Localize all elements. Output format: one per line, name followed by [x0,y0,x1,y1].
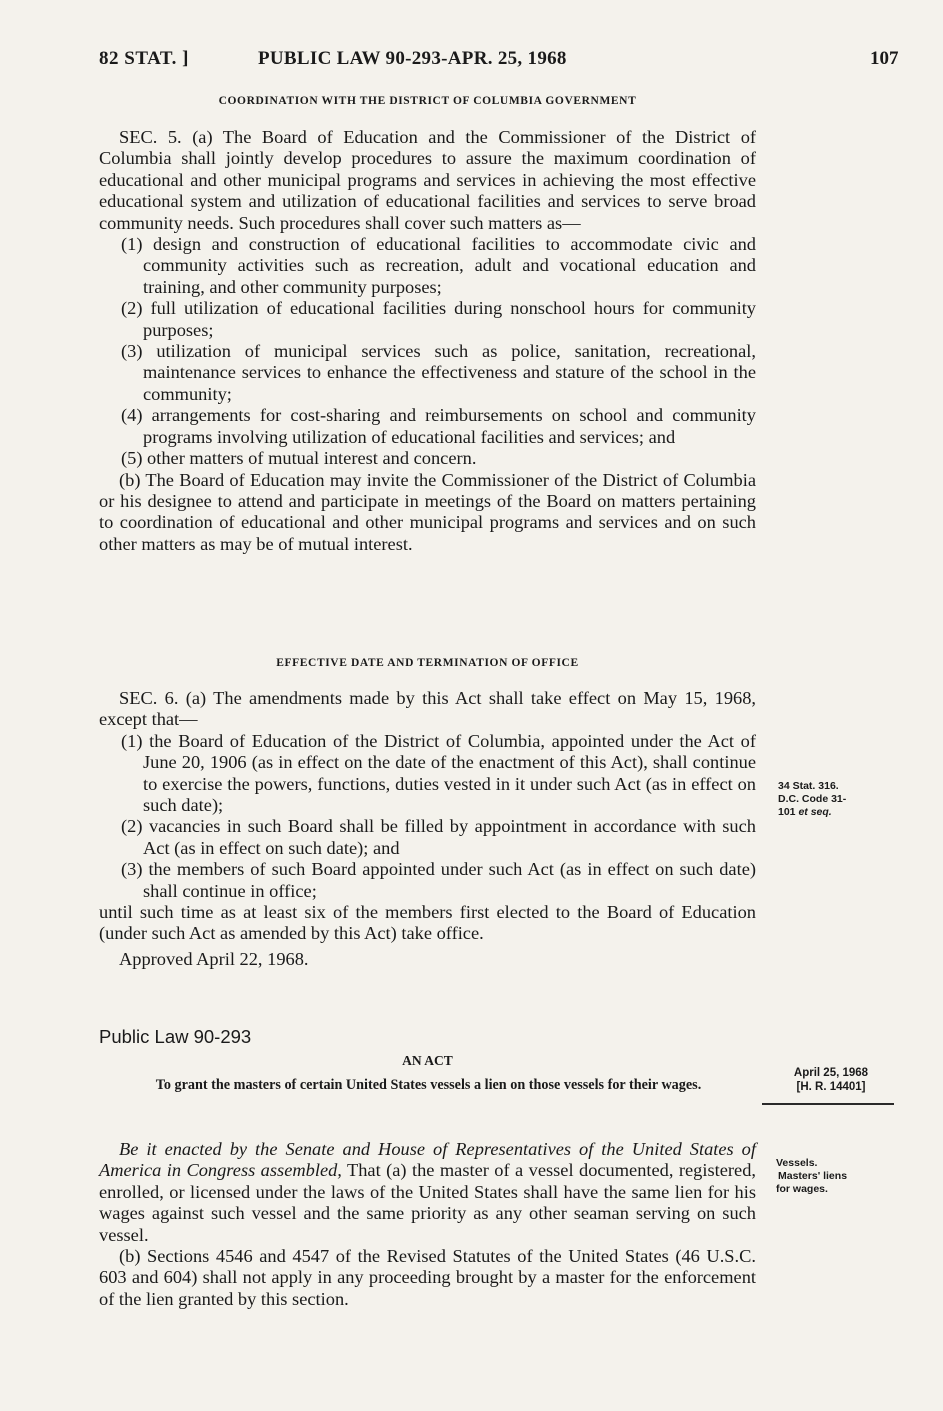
act-para-a [99,1139,756,1246]
act-subtitle: To grant the masters of certain United States vessels a lien on those vessels for their wages. [155,1077,702,1093]
margin-act-date [772,1066,890,1094]
section5-heading: COORDINATION WITH THE DISTRICT OF COLUMBIA GOVERNMENT [218,95,637,107]
margin-bill-number: [H. R. 14401] [796,1081,866,1093]
margin-citation-line1: 34 Stat. 316. [778,780,839,792]
margin-vessels [776,1157,896,1196]
margin-citation-et-seq: et seq. [798,806,832,818]
section5-para-b: (b) The Board of Education may invite the Commissioner of the District of Columbia or his designee to attend and participate in meetings of the Board on matters pertaining to coordination of educational and other municipal programs and services and on such other matters as may be of mutual interest. [99,469,756,554]
section6-item-1: (1) the Board of Education of the District of Columbia, appointed under the Act of June 20, 1906 (as in effect on the date of the enactment of this Act), shall continue to exercise the powers, functions, duties vested in it under such Act (as in effect on such date); [121,730,756,816]
section6-item-3: (3) the members of such Board appointed under such Act (as in effect on such date) shall continue in office; [121,859,756,901]
approval-line: Approved April 22, 1968. [119,948,309,969]
margin-divider [762,1103,894,1105]
margin-vessels-line1: Vessels. [776,1157,818,1169]
act-para-b: (b) Sections 4546 and 4547 of the Revised Statutes of the United States (46 U.S.C. 603 and 604) shall not apply in any proceeding brought by a master for the enforcement of the lien granted by this section. [99,1246,756,1309]
act-body [99,1139,756,1310]
section5-body [99,127,756,555]
section6-intro-text: (a) The amendments made by this Act shall take effect on May 15, 1968, except that— [99,688,757,730]
section5-label: SEC. 5. [119,127,182,147]
act-title: AN ACT [402,1053,453,1068]
section6-closing: until such time as at least six of the members first elected to the Board of Education (under such Act as amended by this Act) take office. [99,902,756,944]
header-title: PUBLIC LAW 90-293-APR. 25, 1968 [258,48,567,69]
public-law-label: Public Law 90-293 [99,1026,252,1047]
section6-body [99,688,756,970]
margin-vessels-line2: Masters' liens [778,1170,848,1182]
margin-citation-line3 [778,806,898,819]
section6-label: SEC. 6. [119,688,179,708]
section5-item-5: (5) other matters of mutual interest and concern. [121,448,477,469]
margin-citation-number: 101 [778,806,796,818]
margin-vessels-line3: for wages. [776,1183,828,1195]
section5-item-2: (2) full utilization of educational facilities during nonschool hours for community purposes; [121,298,756,340]
section6-item-2: (2) vacancies in such Board shall be filled by appointment in accordance with such Act (as in effect on such date); and [121,816,756,858]
margin-act-date-line1: April 25, 1968 [793,1067,869,1079]
enacting-clause: Be it enacted by the Senate and House of Representatives of the United States of America in Congress assembled, [99,1139,756,1181]
section5-item-3: (3) utilization of municipal services such as police, sanitation, recreational, maintenance services to enhance the effectiveness and stature of the school in the community; [121,341,756,404]
header-volume: 82 STAT. ] [99,48,189,69]
section6-heading: EFFECTIVE DATE AND TERMINATION OF OFFICE [276,657,579,669]
page-number: 107 [870,48,899,69]
section5-item-4: (4) arrangements for cost-sharing and reimbursements on school and community programs involving utilization of educational facilities and services; and [121,405,756,447]
section5-intro [99,127,756,234]
act-para-a-text: That (a) the master of a vessel documented, registered, enrolled, or licensed under the laws of the United States shall have the same lien for his wages against such vessel and the same priority as any other seaman serving on such vessel. [99,1160,756,1245]
margin-citation [778,780,898,819]
section6-intro [99,688,756,731]
margin-citation-line2: D.C. Code 31- [778,793,847,805]
section5-item-1: (1) design and construction of educational facilities to accommodate civic and community activities such as recreation, adult and vocational education and training, and other community purposes; [121,234,756,297]
section5-intro-text: (a) The Board of Education and the Commissioner of the District of Columbia shall jointly develop procedures to assure the maximum coordination of educational and other municipal programs and services in achieving the most effective educational system and utilization of educational facilities and services to serve broad community needs. Such procedures shall cover such matters as— [99,127,757,233]
